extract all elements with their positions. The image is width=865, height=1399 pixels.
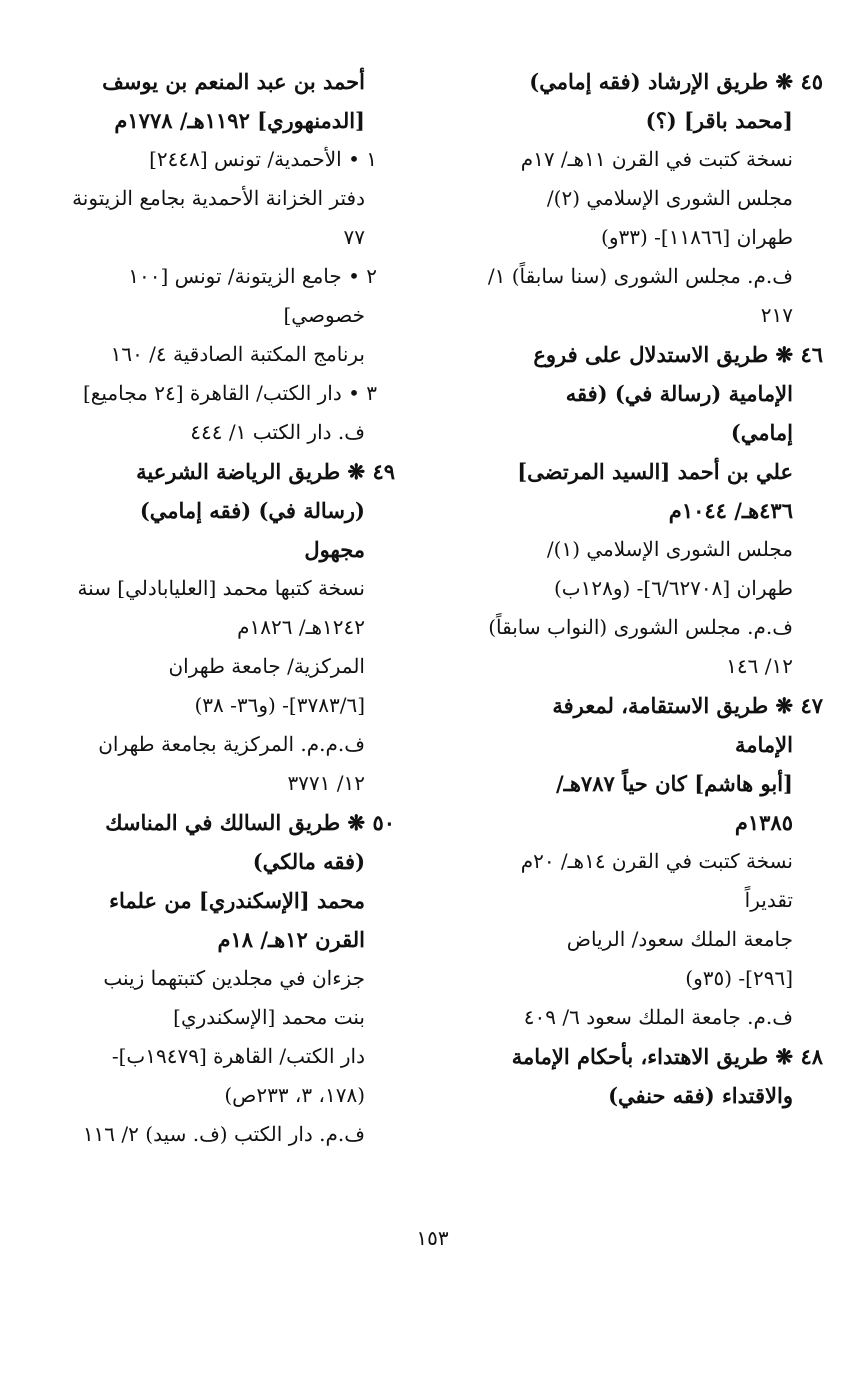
- entry-author-line: ٤٣٦هـ/ ١٠٤٤م: [668, 498, 793, 523]
- entry-text-line: ف.م. جامعة الملك سعود ٦/ ٤٠٩: [523, 1005, 793, 1029]
- entry-text-line: ١٢/ ١٤٦: [726, 654, 793, 678]
- entry-text-line: مجلس الشورى الإسلامي (١)/: [546, 537, 793, 561]
- page-number: ١٥٣: [416, 1226, 449, 1250]
- entry-author-line: ١٣٨٥م: [734, 810, 793, 835]
- entry-text-line: ١٢٤٢هـ/ ١٨٢٦م: [237, 615, 365, 639]
- entry-title-line: ٤٥ ❋ طريق الإرشاد (فقه إمامي): [529, 69, 823, 94]
- entry-text-line: نسخة كتبها محمد [العليابادلي] سنة: [77, 576, 365, 600]
- entry-author-line: [الدمنهوري] ١١٩٢هـ/ ١٧٧٨م: [114, 108, 365, 133]
- entry-title-line: ٤٨ ❋ طريق الاهتداء، بأحكام الإمامة: [511, 1044, 823, 1069]
- right-column: [478, 62, 823, 1115]
- entry-author-line: علي بن أحمد [السيد المرتضى]: [517, 459, 793, 484]
- entry-text-line: دار الكتب/ القاهرة [١٩٤٧٩ب]-: [111, 1044, 365, 1068]
- entry-author-line: مجهول: [304, 537, 365, 562]
- entry-text-line: خصوصي]: [283, 303, 365, 327]
- entry-text-line: جزءان في مجلدين كتبتهما زينب: [103, 966, 365, 990]
- entry-text-line: ٢١٧: [760, 303, 793, 327]
- entry-text-line: دفتر الخزانة الأحمدية بجامع الزيتونة: [72, 186, 365, 210]
- entry-author-line: [محمد باقر] (؟): [645, 108, 793, 133]
- entry-text-line: ف.م.م. المركزية بجامعة طهران: [98, 732, 365, 756]
- entry-text-line: ف. دار الكتب ١/ ٤٤٤: [190, 420, 365, 444]
- entry-title-line: الإمامة: [735, 732, 793, 757]
- entry-title-line: ٤٩ ❋ طريق الرياضة الشرعية: [136, 459, 395, 484]
- entry-text-line: ف.م. مجلس الشورى (النواب سابقاً): [488, 615, 793, 639]
- entry-title-line: ٤٧ ❋ طريق الاستقامة، لمعرفة: [552, 693, 823, 718]
- entry-author-line: محمد [الإسكندري] من علماء: [109, 888, 365, 913]
- entry-text-line: ف.م. دار الكتب (ف. سيد) ٢/ ١١٦: [82, 1122, 365, 1146]
- entry-text-line: ١ • الأحمدية/ تونس [٢٤٤٨]: [149, 147, 377, 171]
- entry-text-line: [٢٩٦]- (٣٥و): [685, 966, 793, 990]
- entry-text-line: [٣٧٨٣/٦]- (و٣٦- ٣٨): [194, 693, 365, 717]
- entry-title-line: الإمامية (رسالة في) (فقه: [565, 381, 793, 406]
- entry-text-line: ف.م. مجلس الشورى (سنا سابقاً) ١/: [487, 264, 793, 288]
- entry-text-line: نسخة كتبت في القرن ١١هـ/ ١٧م: [520, 147, 793, 171]
- entry-text-line: ٢ • جامع الزيتونة/ تونس [١٠٠: [128, 264, 377, 288]
- entry-title-line: والاقتداء (فقه حنفي): [608, 1083, 793, 1108]
- entry-text-line: ٧٧: [343, 225, 365, 249]
- entry-text-line: (١٧٨، ٣، ٢٣٣ص): [224, 1083, 365, 1107]
- entry-text-line: المركزية/ جامعة طهران: [168, 654, 365, 678]
- entry-title-line: (فقه مالكي): [252, 849, 365, 874]
- left-column: [50, 62, 395, 1154]
- entry-text-line: جامعة الملك سعود/ الرياض: [566, 927, 793, 951]
- entry-title-line: (رسالة في) (فقه إمامي): [139, 498, 365, 523]
- entry-text-line: طهران [١١٨٦٦]- (٣٣و): [601, 225, 793, 249]
- entry-text-line: برنامج المكتبة الصادقية ٤/ ١٦٠: [110, 342, 365, 366]
- entry-author-line: [أبو هاشم] كان حياً ٧٨٧هـ/: [556, 771, 793, 796]
- entry-title-line: إمامي): [730, 420, 793, 445]
- entry-text-line: ١٢/ ٣٧٧١: [287, 771, 365, 795]
- entry-text-line: مجلس الشورى الإسلامي (٢)/: [546, 186, 793, 210]
- entry-author-line: القرن ١٢هـ/ ١٨م: [217, 927, 365, 952]
- entry-text-line: بنت محمد [الإسكندري]: [173, 1005, 365, 1029]
- entry-text-line: ٣ • دار الكتب/ القاهرة [٢٤ مجاميع]: [82, 381, 377, 405]
- entry-text-line: تقديراً: [744, 888, 793, 912]
- entry-title-line: ٥٠ ❋ طريق السالك في المناسك: [105, 810, 395, 835]
- entry-author-line: أحمد بن عبد المنعم بن يوسف: [102, 69, 365, 94]
- entry-title-line: ٤٦ ❋ طريق الاستدلال على فروع: [533, 342, 823, 367]
- entry-text-line: طهران [٦/٦٢٧٠٨]- (و١٢٨ب): [553, 576, 793, 600]
- entry-text-line: نسخة كتبت في القرن ١٤هـ/ ٢٠م: [520, 849, 793, 873]
